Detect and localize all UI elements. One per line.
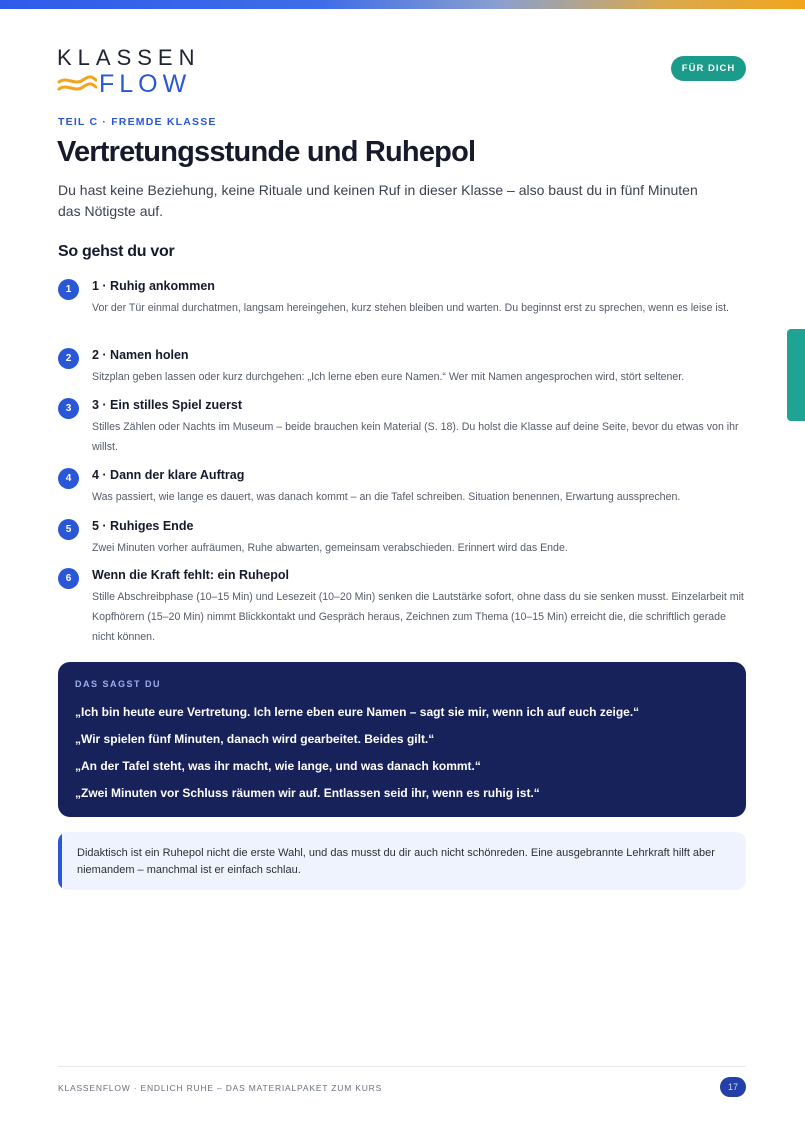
step-text: Stilles Zählen oder Nachts im Museum – beide brauchen kein Material (S. 18). Du holst die Klasse auf deine Seite, bevor du etwas von ihr willst.: [92, 421, 739, 453]
note-text: Didaktisch ist ein Ruhepol nicht die erste Wahl, und das musst du dir auch nicht schönreden. Eine ausgebrannte Lehrkraft hilft aber niemandem – manchmal ist er einfach schlau.: [77, 847, 715, 876]
step-number-badge: 3: [58, 398, 79, 419]
footer-divider: [58, 1066, 746, 1067]
intro-paragraph: Du hast keine Beziehung, keine Rituale und keinen Ruf in dieser Klasse – also baust du in fünf Minuten das Nötigste auf.: [58, 182, 698, 219]
step-title: Wenn die Kraft fehlt: ein Ruhepol: [92, 568, 289, 582]
info-note: [58, 832, 746, 890]
quote-box: [58, 662, 746, 817]
step-text: Sitzplan geben lassen oder kurz durchgehen: „Ich lerne eben eure Namen.“ Wer mit Namen angesprochen wird, stört seltener.: [92, 371, 685, 383]
section-eyebrow: TEIL C · FREMDE KLASSE: [58, 116, 217, 128]
quote-box-label: DAS SAGST DU: [75, 679, 162, 689]
logo-wordmark-top: KLASSEN: [57, 45, 201, 70]
quote-line: „Wir spielen fünf Minuten, danach wird gearbeitet. Beides gilt.“: [75, 732, 435, 746]
step-title: 3 · Ein stilles Spiel zuerst: [92, 398, 243, 412]
step-number-badge: 2: [58, 348, 79, 369]
top-gradient-bar: [0, 0, 805, 9]
footer-text: KLASSENFLOW · ENDLICH RUHE – DAS MATERIALPAKET ZUM KURS: [58, 1083, 383, 1093]
step-text: Stille Abschreibphase (10–15 Min) und Lesezeit (10–20 Min) senken die Lautstärke sofort, ohne dass du sie senken musst. Einzelarbeit mit Kopfhörern (15–20 Min) nimmt Blickkontakt und Gespräch heraus, Zeichnen zum Thema (10–15 Min) erreicht die, die schriftlich gerade nicht können.: [92, 591, 744, 643]
step-title: 4 · Dann der klare Auftrag: [92, 468, 245, 482]
step-number-badge: 5: [58, 519, 79, 540]
steps-heading: So gehst du vor: [58, 243, 175, 260]
note-accent-bar: [58, 832, 62, 890]
audience-badge: FÜR DICH: [671, 56, 746, 81]
quote-line: „Ich bin heute eure Vertretung. Ich lerne eben eure Namen – sagt sie mir, wenn ich auf euch zeige.“: [75, 705, 640, 719]
step-text: Was passiert, wie lange es dauert, was danach kommt – an die Tafel schreiben. Situation benennen, Erwartung aussprechen.: [92, 491, 681, 503]
step-text: Zwei Minuten vorher aufräumen, Ruhe abwarten, gemeinsam verabschieden. Erinnert wird das Ende.: [92, 542, 568, 554]
step-title: 1 · Ruhig ankommen: [92, 279, 215, 293]
quote-line: „An der Tafel steht, was ihr macht, wie lange, und was danach kommt.“: [75, 759, 481, 773]
logo-bottom-row: [57, 71, 197, 99]
step-title: 2 · Namen holen: [92, 348, 189, 362]
step-text: Vor der Tür einmal durchatmen, langsam hereingehen, kurz stehen bleiben und warten. Du beginnst erst zu sprechen, wenn es leise ist.: [92, 302, 729, 314]
klassenflow-logo: [57, 45, 201, 99]
page-title: Vertretungsstunde und Ruhepol: [57, 136, 476, 168]
side-tab-marker: [787, 329, 805, 421]
logo-wordmark-bottom: FLOW: [99, 70, 192, 98]
wave-icon: [57, 75, 97, 95]
page-number: 17: [720, 1077, 746, 1097]
step-number-badge: 1: [58, 279, 79, 300]
step-title: 5 · Ruhiges Ende: [92, 519, 194, 533]
step-number-badge: 4: [58, 468, 79, 489]
quote-line: „Zwei Minuten vor Schluss räumen wir auf. Entlassen seid ihr, wenn es ruhig ist.“: [75, 786, 540, 800]
step-number-badge: 6: [58, 568, 79, 589]
